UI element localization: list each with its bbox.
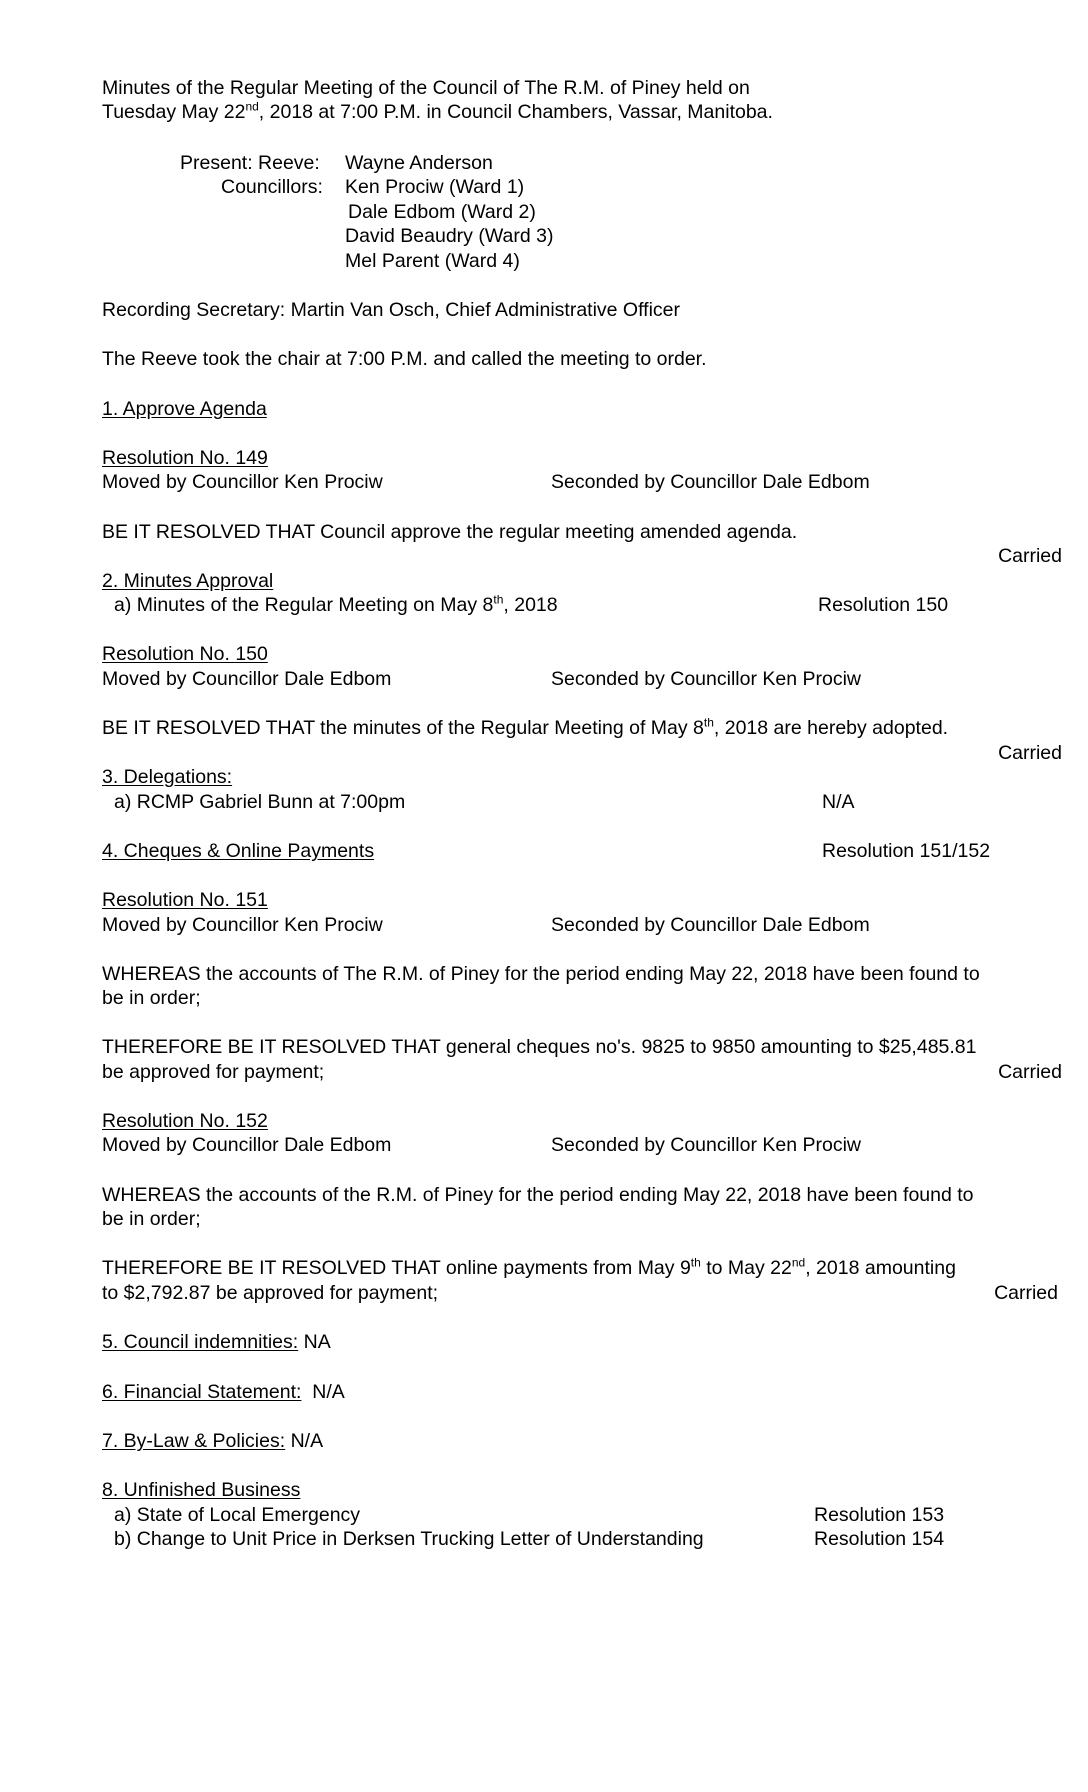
resolution-152-therefore-line-1: THEREFORE BE IT RESOLVED THAT online payments from May 9th to May 22nd, 2018 amounting xyxy=(102,1255,956,1279)
section-6: 6. Financial Statement: N/A xyxy=(102,1381,345,1403)
resolution-149-title: Resolution No. 149 xyxy=(102,447,268,469)
resolution-150-text: BE IT RESOLVED THAT the minutes of the Regular Meeting of May 8th, 2018 are hereby adopted. xyxy=(102,715,949,739)
recording-secretary: Recording Secretary: Martin Van Osch, Chief Administrative Officer xyxy=(102,299,681,321)
present-reeve-label: Present: Reeve: xyxy=(180,152,320,174)
meeting-title-line-1: Minutes of the Regular Meeting of the Council of The R.M. of Piney held on xyxy=(102,77,750,99)
resolution-152-whereas-line-2: be in order; xyxy=(102,1208,201,1230)
section-3-item-a: a) RCMP Gabriel Bunn at 7:00pm xyxy=(114,791,406,813)
resolution-151-title: Resolution No. 151 xyxy=(102,889,268,911)
section-8-item-a-ref: Resolution 153 xyxy=(814,1504,945,1526)
section-7: 7. By-Law & Policies: N/A xyxy=(102,1430,324,1452)
resolution-149-status: Carried xyxy=(998,545,1062,567)
resolution-150-seconded: Seconded by Councillor Ken Prociw xyxy=(551,668,862,690)
resolution-149-moved: Moved by Councillor Ken Prociw xyxy=(102,471,383,493)
resolution-152-therefore-line-2: to $2,792.87 be approved for payment; xyxy=(102,1282,439,1304)
resolution-151-whereas-line-1: WHEREAS the accounts of The R.M. of Piney for the period ending May 22, 2018 have been found to xyxy=(102,963,980,985)
councillor-ward-1: Ken Prociw (Ward 1) xyxy=(345,176,525,198)
councillor-ward-2: Dale Edbom (Ward 2) xyxy=(348,201,536,223)
resolution-150-status: Carried xyxy=(998,742,1062,764)
resolution-151-status: Carried xyxy=(998,1061,1062,1083)
section-8-item-b-ref: Resolution 154 xyxy=(814,1528,945,1550)
call-to-order: The Reeve took the chair at 7:00 P.M. and called the meeting to order. xyxy=(102,348,707,370)
resolution-151-therefore-line-1: THEREFORE BE IT RESOLVED THAT general cheques no's. 9825 to 9850 amounting to $25,485.81 xyxy=(102,1036,977,1058)
section-4-heading: 4. Cheques & Online Payments xyxy=(102,840,375,862)
section-2-heading: 2. Minutes Approval xyxy=(102,570,274,592)
section-8-item-a: a) State of Local Emergency xyxy=(114,1504,361,1526)
resolution-151-moved: Moved by Councillor Ken Prociw xyxy=(102,914,383,936)
section-3-heading: 3. Delegations: xyxy=(102,766,233,788)
resolution-152-status: Carried xyxy=(994,1282,1058,1304)
councillor-ward-4: Mel Parent (Ward 4) xyxy=(345,250,520,272)
resolution-152-title: Resolution No. 152 xyxy=(102,1110,268,1132)
section-3-item-a-ref: N/A xyxy=(822,791,855,813)
resolution-152-whereas-line-1: WHEREAS the accounts of the R.M. of Piney for the period ending May 22, 2018 have been found to xyxy=(102,1184,974,1206)
reeve-name: Wayne Anderson xyxy=(345,152,493,174)
resolution-151-whereas-line-2: be in order; xyxy=(102,987,201,1009)
section-4-ref: Resolution 151/152 xyxy=(822,840,991,862)
section-2-item-a: a) Minutes of the Regular Meeting on May 8th, 2018 xyxy=(114,592,558,616)
section-5: 5. Council indemnities: NA xyxy=(102,1331,331,1353)
resolution-151-therefore-line-2: be approved for payment; xyxy=(102,1061,325,1083)
section-8-heading: 8. Unfinished Business xyxy=(102,1479,301,1501)
section-8-item-b: b) Change to Unit Price in Derksen Trucking Letter of Understanding xyxy=(114,1528,704,1550)
councillors-label: Councillors: xyxy=(221,176,323,198)
councillor-ward-3: David Beaudry (Ward 3) xyxy=(345,225,554,247)
resolution-151-seconded: Seconded by Councillor Dale Edbom xyxy=(551,914,870,936)
resolution-152-seconded: Seconded by Councillor Ken Prociw xyxy=(551,1134,862,1156)
resolution-150-title: Resolution No. 150 xyxy=(102,643,268,665)
resolution-152-moved: Moved by Councillor Dale Edbom xyxy=(102,1134,392,1156)
section-1-heading: 1. Approve Agenda xyxy=(102,398,267,420)
resolution-149-text: BE IT RESOLVED THAT Council approve the regular meeting amended agenda. xyxy=(102,521,798,543)
meeting-title-line-2: Tuesday May 22nd, 2018 at 7:00 P.M. in Council Chambers, Vassar, Manitoba. xyxy=(102,99,773,123)
resolution-150-moved: Moved by Councillor Dale Edbom xyxy=(102,668,392,690)
section-2-item-a-ref: Resolution 150 xyxy=(818,594,949,616)
resolution-149-seconded: Seconded by Councillor Dale Edbom xyxy=(551,471,870,493)
